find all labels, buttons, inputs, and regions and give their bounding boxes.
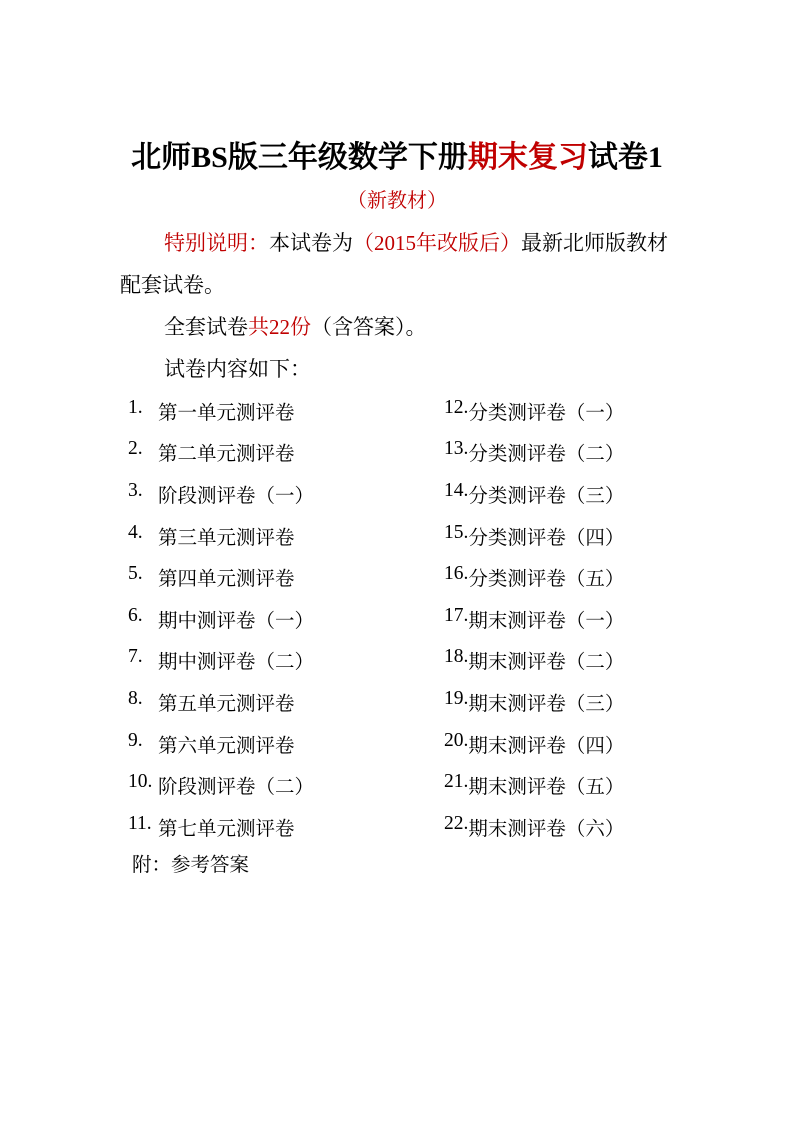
contents-item-number: 22. <box>444 812 469 834</box>
contents-row <box>128 598 688 640</box>
title-part-3: 试卷1 <box>587 141 663 174</box>
contents-item-title: 第七单元测评卷 <box>158 818 295 840</box>
contents-item-number: 18. <box>444 646 469 668</box>
contents-item-title: 第六单元测评卷 <box>158 735 295 757</box>
contents-item-title: 阶段测评卷（二） <box>158 777 315 799</box>
contents-item-number: 5. <box>128 563 143 585</box>
contents-item-title: 第二单元测评卷 <box>158 444 295 466</box>
contents-item-right <box>444 438 624 466</box>
contents-item-left <box>128 397 444 425</box>
contents-row <box>128 432 688 474</box>
contents-item-right <box>444 563 624 591</box>
contents-item-left <box>128 522 444 550</box>
special-note-highlight: （2015年改版后） <box>353 231 521 255</box>
contents-row <box>128 806 688 848</box>
contents-item-title: 第四单元测评卷 <box>158 569 295 591</box>
special-note-text-2: 最新北师版教材配套试卷。 <box>120 231 668 297</box>
contents-item-title: 期末测评卷（六） <box>468 818 625 840</box>
appendix-note: 附：参考答案 <box>132 855 250 876</box>
contents-item-title: 期中测评卷（一） <box>158 610 315 632</box>
contents-item-number: 3. <box>128 479 143 501</box>
contents-item-left <box>128 480 444 508</box>
contents-row <box>128 390 688 432</box>
contents-row <box>128 723 688 765</box>
contents-item-title: 第三单元测评卷 <box>158 527 295 549</box>
contents-list <box>128 390 688 848</box>
contents-item-right <box>444 397 624 425</box>
contents-item-title: 分类测评卷（四） <box>468 527 625 549</box>
contents-item-left <box>128 688 444 716</box>
set-description <box>120 306 680 348</box>
contents-item-right <box>444 522 624 550</box>
contents-item-number: 19. <box>444 687 469 709</box>
contents-row <box>128 681 688 723</box>
contents-item-title: 第五单元测评卷 <box>158 693 295 715</box>
contents-row <box>128 764 688 806</box>
contents-item-right <box>444 480 624 508</box>
contents-item-number: 11. <box>128 812 152 834</box>
contents-item-number: 17. <box>444 604 469 626</box>
contents-item-title: 分类测评卷（二） <box>468 444 625 466</box>
contents-item-left <box>128 730 444 758</box>
special-note-label: 特别说明： <box>164 231 269 255</box>
contents-row <box>128 640 688 682</box>
contents-item-number: 1. <box>128 396 143 418</box>
contents-item-title: 阶段测评卷（一） <box>158 485 315 507</box>
contents-item-left <box>128 813 444 841</box>
contents-item-number: 2. <box>128 438 143 460</box>
contents-item-number: 14. <box>444 479 469 501</box>
contents-item-right <box>444 688 624 716</box>
contents-item-number: 8. <box>128 687 143 709</box>
special-note <box>120 222 680 306</box>
contents-item-number: 12. <box>444 396 469 418</box>
contents-item-title: 分类测评卷（五） <box>468 569 625 591</box>
contents-heading: 试卷内容如下： <box>164 357 311 381</box>
contents-item-right <box>444 813 624 841</box>
contents-item-number: 21. <box>444 771 469 793</box>
contents-row <box>128 473 688 515</box>
set-count-highlight: 共22份 <box>248 315 311 339</box>
contents-item-number: 16. <box>444 563 469 585</box>
contents-item-title: 期末测评卷（五） <box>468 777 625 799</box>
set-text-1: 全套试卷 <box>164 315 248 339</box>
contents-item-number: 10. <box>128 771 153 793</box>
contents-item-right <box>444 771 624 799</box>
document-title <box>0 136 794 180</box>
document-subtitle: （新教材） <box>347 190 447 212</box>
title-part-2-highlight: 期末复习 <box>467 141 588 174</box>
set-text-2: （含答案）。 <box>311 315 427 339</box>
special-note-text-1: 本试卷为 <box>269 231 353 255</box>
contents-item-title: 期末测评卷（四） <box>468 735 625 757</box>
contents-item-left <box>128 771 444 799</box>
contents-item-number: 4. <box>128 521 143 543</box>
contents-item-number: 9. <box>128 729 143 751</box>
contents-item-left <box>128 605 444 633</box>
contents-item-right <box>444 605 624 633</box>
contents-item-left <box>128 646 444 674</box>
contents-item-title: 期中测评卷（二） <box>158 652 315 674</box>
contents-item-right <box>444 646 624 674</box>
contents-item-title: 期末测评卷（三） <box>468 693 625 715</box>
contents-item-title: 期末测评卷（二） <box>468 652 625 674</box>
contents-item-title: 分类测评卷（一） <box>468 402 625 424</box>
contents-item-number: 7. <box>128 646 143 668</box>
contents-row <box>128 515 688 557</box>
contents-row <box>128 556 688 598</box>
contents-item-left <box>128 563 444 591</box>
contents-item-left <box>128 438 444 466</box>
contents-item-title: 期末测评卷（一） <box>468 610 625 632</box>
contents-item-number: 13. <box>444 438 469 460</box>
contents-item-title: 分类测评卷（三） <box>468 485 625 507</box>
contents-item-number: 15. <box>444 521 469 543</box>
contents-item-right <box>444 730 624 758</box>
title-part-1: 北师BS版三年级数学下册 <box>131 141 468 174</box>
contents-item-number: 20. <box>444 729 469 751</box>
contents-item-number: 6. <box>128 604 143 626</box>
contents-item-title: 第一单元测评卷 <box>158 402 295 424</box>
